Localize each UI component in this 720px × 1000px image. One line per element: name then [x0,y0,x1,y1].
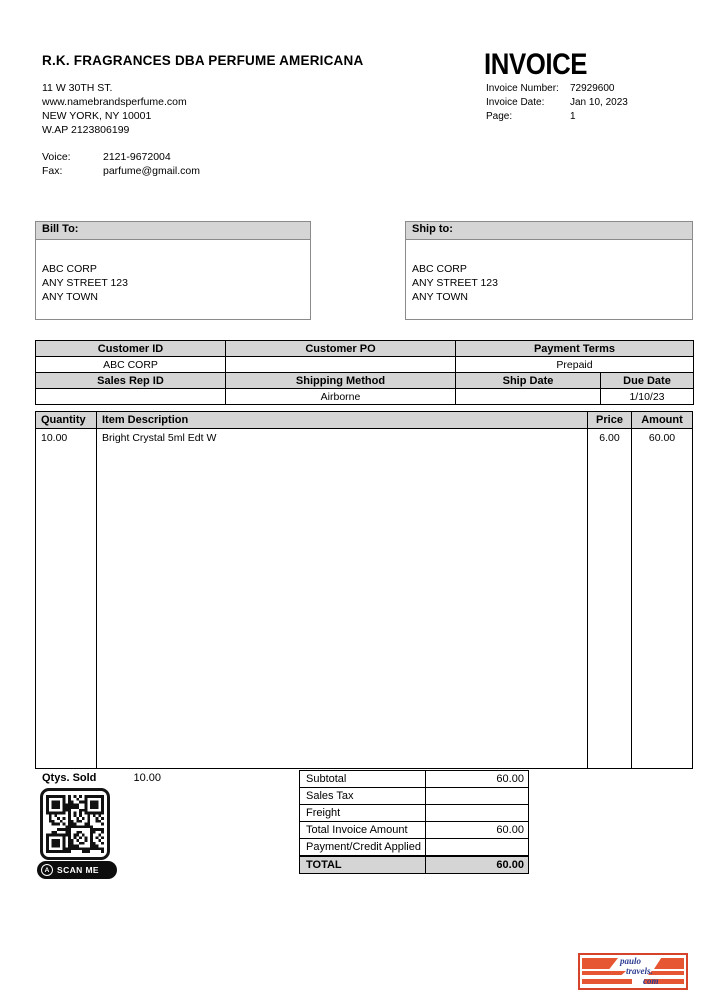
fax-value: parfume@gmail.com [103,165,201,177]
watermark-text-line: travels. [626,966,653,976]
sales-tax-value [425,788,528,805]
bill-to-line: ANY STREET 123 [42,277,128,289]
total-invoice-amount-value: 60.00 [425,822,528,839]
description-header: Item Description [97,412,588,428]
grand-total-value: 60.00 [425,856,528,874]
ship-date-header: Ship Date [456,373,601,389]
scan-me-label: SCAN ME [57,865,99,875]
ship-to-line: ANY STREET 123 [412,277,498,289]
logo-stripe [582,971,626,975]
invoice-date-row [486,96,628,110]
bill-to-box [35,221,311,320]
price-header: Price [588,412,632,428]
payment-terms-value: Prepaid [456,357,694,373]
watermark-text-line: com [643,976,659,986]
logo-stripe [582,979,632,984]
address-line: W.AP 2123806199 [42,124,130,136]
item-amount: 60.00 [648,432,676,444]
shipping-method-header: Shipping Method [226,373,456,389]
bill-to-address [36,240,310,304]
customer-id-header: Customer ID [36,341,226,357]
grand-total-label: TOTAL [300,856,426,874]
watermark-logo [578,953,688,990]
invoice-page-value: 1 [570,111,576,122]
bill-to-header: Bill To: [36,222,310,240]
freight-value [425,805,528,822]
invoice-number-value: 72929600 [570,83,615,94]
order-info-table [35,340,694,405]
ship-to-line: ABC CORP [412,263,467,275]
subtotal-value: 60.00 [425,771,528,788]
customer-po-header: Customer PO [226,341,456,357]
shipping-method-value: Airborne [226,389,456,405]
bill-to-line: ABC CORP [42,263,97,275]
qtys-sold-value: 10.00 [133,772,161,784]
address-line: NEW YORK, NY 10001 [42,110,152,122]
fax-label: Fax: [42,165,63,177]
sales-rep-header: Sales Rep ID [36,373,226,389]
invoice-number-label: Invoice Number: [486,83,559,94]
bill-to-line: ANY TOWN [42,291,99,303]
voice-label: Voice: [42,151,71,163]
company-name: R.K. FRAGRANCES DBA PERFUME AMERICANA [42,53,364,68]
logo-flag-shape [582,958,618,969]
order-info-value-row-1 [36,357,694,373]
invoice-date-label: Invoice Date: [486,97,545,108]
total-invoice-amount-row [300,822,529,839]
quantity-header: Quantity [36,412,97,428]
qr-code [40,788,110,860]
amount-header: Amount [641,414,683,426]
totals-table [299,770,529,874]
due-date-value: 1/10/23 [601,389,694,405]
scan-camera-icon: A [41,864,53,876]
ship-to-address [406,240,692,304]
due-date-header: Due Date [601,373,694,389]
scan-me-badge [37,861,117,879]
sales-rep-value [36,389,226,405]
fax-row [42,164,200,178]
payment-credit-label: Payment/Credit Applied [300,839,426,857]
invoice-title: INVOICE [484,48,588,81]
freight-label: Freight [300,805,426,822]
ship-to-box [405,221,693,320]
voice-row [42,150,200,164]
freight-row [300,805,529,822]
total-invoice-amount-label: Total Invoice Amount [300,822,426,839]
order-info-header-row-1 [36,341,694,357]
address-line: www.namebrandsperfume.com [42,96,187,108]
order-info-value-row-2 [36,389,694,405]
ship-to-line: ANY TOWN [412,291,469,303]
line-items-header-row [36,412,692,429]
watermark-text-line: paulo [620,956,642,966]
invoice-meta [486,82,628,124]
voice-value: 2121-9672004 [103,151,171,163]
subtotal-label: Subtotal [300,771,426,788]
sales-tax-row [300,788,529,805]
qr-code-pattern [46,794,104,854]
payment-credit-row [300,839,529,857]
customer-po-value [226,357,456,373]
order-info-header-row-2 [36,373,694,389]
invoice-date-value: Jan 10, 2023 [570,97,628,108]
invoice-number-row [486,82,628,96]
payment-credit-value [425,839,528,857]
item-price: 6.00 [588,429,632,768]
qtys-sold-label: Qtys. Sold [42,772,97,784]
invoice-page-label: Page: [486,111,513,122]
sales-tax-label: Sales Tax [300,788,426,805]
company-address [42,81,187,137]
logo-stripe [648,971,684,975]
invoice-page-row [486,110,628,124]
address-line: 11 W 30TH ST. [42,82,113,94]
line-item-row [36,429,692,768]
qtys-sold-row [42,772,161,784]
item-quantity: 10.00 [36,429,97,768]
line-items-table [35,411,693,769]
ship-to-header: Ship to: [406,222,692,240]
ship-date-value [456,389,601,405]
subtotal-row [300,771,529,788]
customer-id-value: ABC CORP [36,357,226,373]
contact-block [42,150,200,178]
logo-flag-shape [654,958,684,969]
payment-terms-header: Payment Terms [456,341,694,357]
item-description: Bright Crystal 5ml Edt W [97,429,588,768]
grand-total-row [300,856,529,874]
